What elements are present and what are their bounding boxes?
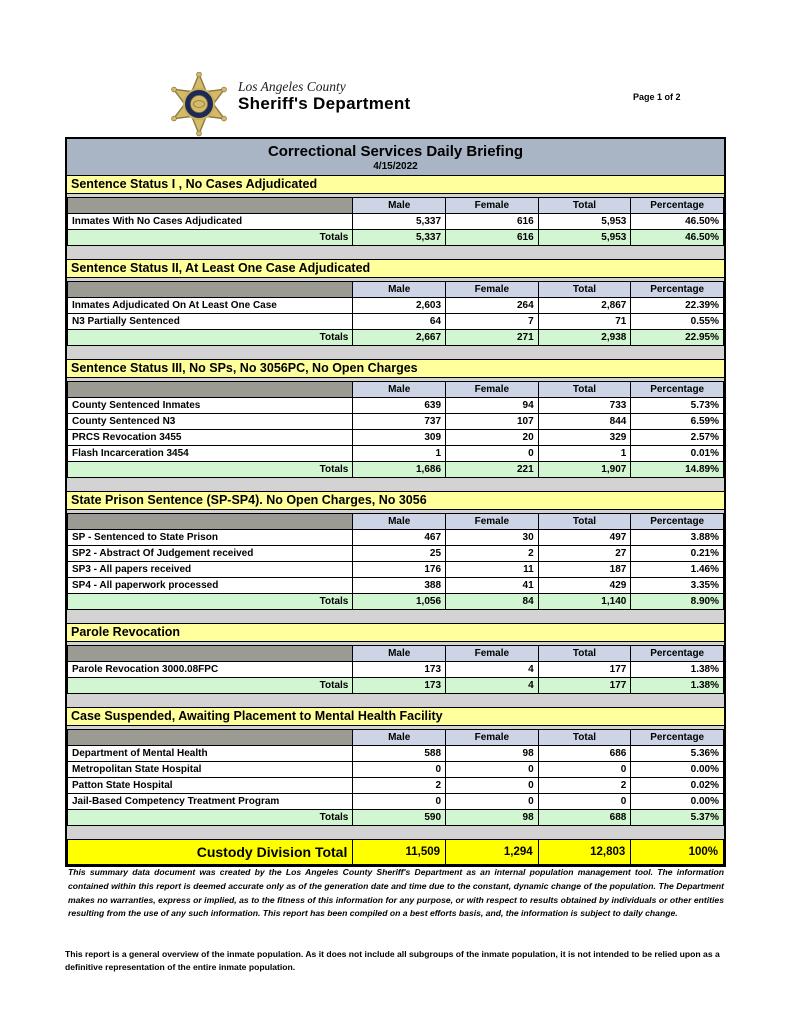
column-header-female: Female — [446, 382, 539, 398]
section-title: Sentence Status III, No SPs, No 3056PC, No Open Charges — [67, 359, 724, 378]
totals-label: Totals — [68, 594, 353, 610]
row-label: SP - Sentenced to State Prison — [68, 530, 353, 546]
row-female-value: 0 — [446, 794, 539, 810]
table-row — [68, 530, 724, 546]
row-label: PRCS Revocation 3455 — [68, 430, 353, 446]
totals-total-value: 1,907 — [538, 462, 631, 478]
section-title: Parole Revocation — [67, 623, 724, 642]
report-section — [67, 623, 724, 707]
table-row — [68, 314, 724, 330]
totals-female-value: 98 — [446, 810, 539, 826]
row-male-value: 467 — [353, 530, 446, 546]
column-header-row — [68, 382, 724, 398]
row-percentage-value: 3.88% — [631, 530, 724, 546]
totals-row — [68, 678, 724, 694]
column-header-total: Total — [538, 282, 631, 298]
row-total-value: 187 — [538, 562, 631, 578]
report-date: 4/15/2022 — [373, 161, 418, 172]
row-label: SP3 - All papers received — [68, 562, 353, 578]
row-label: SP4 - All paperwork processed — [68, 578, 353, 594]
section-gap — [67, 694, 724, 707]
column-header-percentage: Percentage — [631, 514, 724, 530]
report-section — [67, 707, 724, 839]
column-header-percentage: Percentage — [631, 198, 724, 214]
row-percentage-value: 3.35% — [631, 578, 724, 594]
row-total-value: 0 — [538, 794, 631, 810]
section-table — [67, 281, 724, 346]
section-gap — [67, 610, 724, 623]
row-male-value: 5,337 — [353, 214, 446, 230]
row-label: Inmates With No Cases Adjudicated — [68, 214, 353, 230]
row-total-value: 177 — [538, 662, 631, 678]
blank-header-cell — [68, 646, 353, 662]
column-header-male: Male — [353, 382, 446, 398]
document-header — [0, 70, 791, 136]
department-name: Sheriff's Department — [238, 94, 411, 114]
section-table — [67, 645, 724, 694]
column-header-female: Female — [446, 646, 539, 662]
grand-total-total: 12,803 — [538, 840, 631, 865]
column-header-row — [68, 730, 724, 746]
section-gap — [67, 346, 724, 359]
column-header-female: Female — [446, 198, 539, 214]
totals-total-value: 5,953 — [538, 230, 631, 246]
totals-row — [68, 330, 724, 346]
totals-percentage-value: 8.90% — [631, 594, 724, 610]
table-row — [68, 214, 724, 230]
totals-label: Totals — [68, 230, 353, 246]
row-total-value: 1 — [538, 446, 631, 462]
row-percentage-value: 0.55% — [631, 314, 724, 330]
row-total-value: 329 — [538, 430, 631, 446]
row-total-value: 844 — [538, 414, 631, 430]
totals-row — [68, 462, 724, 478]
section-title: Sentence Status II, At Least One Case Adjudicated — [67, 259, 724, 278]
table-row — [68, 430, 724, 446]
row-percentage-value: 6.59% — [631, 414, 724, 430]
column-header-total: Total — [538, 646, 631, 662]
row-percentage-value: 1.46% — [631, 562, 724, 578]
totals-male-value: 2,667 — [353, 330, 446, 346]
row-female-value: 98 — [446, 746, 539, 762]
row-male-value: 2,603 — [353, 298, 446, 314]
totals-female-value: 616 — [446, 230, 539, 246]
county-name: Los Angeles County — [238, 79, 346, 94]
section-gap — [67, 826, 724, 839]
column-header-row — [68, 282, 724, 298]
grand-total-percentage: 100% — [631, 840, 724, 865]
row-total-value: 2 — [538, 778, 631, 794]
row-male-value: 25 — [353, 546, 446, 562]
section-table — [67, 513, 724, 610]
totals-row — [68, 810, 724, 826]
table-row — [68, 778, 724, 794]
table-row — [68, 414, 724, 430]
totals-female-value: 4 — [446, 678, 539, 694]
row-percentage-value: 5.73% — [631, 398, 724, 414]
table-row — [68, 398, 724, 414]
column-header-row — [68, 646, 724, 662]
totals-male-value: 590 — [353, 810, 446, 826]
totals-row — [68, 230, 724, 246]
report-section — [67, 491, 724, 623]
row-female-value: 4 — [446, 662, 539, 678]
totals-total-value: 1,140 — [538, 594, 631, 610]
grand-total-male: 11,509 — [353, 840, 446, 865]
row-male-value: 388 — [353, 578, 446, 594]
row-male-value: 176 — [353, 562, 446, 578]
totals-label: Totals — [68, 678, 353, 694]
blank-header-cell — [68, 514, 353, 530]
column-header-row — [68, 198, 724, 214]
row-total-value: 429 — [538, 578, 631, 594]
column-header-female: Female — [446, 282, 539, 298]
totals-percentage-value: 5.37% — [631, 810, 724, 826]
row-percentage-value: 2.57% — [631, 430, 724, 446]
row-percentage-value: 0.00% — [631, 762, 724, 778]
totals-male-value: 1,686 — [353, 462, 446, 478]
row-label: N3 Partially Sentenced — [68, 314, 353, 330]
row-total-value: 27 — [538, 546, 631, 562]
row-label: Flash Incarceration 3454 — [68, 446, 353, 462]
row-male-value: 588 — [353, 746, 446, 762]
column-header-male: Male — [353, 198, 446, 214]
sheriff-badge-icon — [168, 72, 230, 143]
row-male-value: 309 — [353, 430, 446, 446]
totals-total-value: 177 — [538, 678, 631, 694]
column-header-total: Total — [538, 198, 631, 214]
section-gap — [67, 478, 724, 491]
row-total-value: 2,867 — [538, 298, 631, 314]
row-female-value: 107 — [446, 414, 539, 430]
row-label: Inmates Adjudicated On At Least One Case — [68, 298, 353, 314]
section-table — [67, 381, 724, 478]
totals-label: Totals — [68, 330, 353, 346]
grand-total-label: Custody Division Total — [68, 840, 353, 865]
row-total-value: 733 — [538, 398, 631, 414]
disclaimer-footnote: This summary data document was created by the Los Angeles County Sheriff's Department as an internal population management tool. The information contained within this report is deemed accurate only as of the generation date and time due to the constant, dynamic change of the population. The Department makes no warranties, express or implied, as to the fitness of this information for any purpose, or with respect to results obtained by individuals or other entities resulting from the use of any such information. This report has been compiled on a best efforts basis, and, the information is subject to daily change. — [68, 867, 724, 919]
row-label: Parole Revocation 3000.08FPC — [68, 662, 353, 678]
row-male-value: 0 — [353, 762, 446, 778]
agency-brand — [238, 80, 411, 113]
table-row — [68, 546, 724, 562]
totals-female-value: 221 — [446, 462, 539, 478]
row-percentage-value: 5.36% — [631, 746, 724, 762]
row-female-value: 616 — [446, 214, 539, 230]
row-male-value: 639 — [353, 398, 446, 414]
row-percentage-value: 0.00% — [631, 794, 724, 810]
sections-container — [67, 175, 724, 839]
section-gap — [67, 246, 724, 259]
row-percentage-value: 46.50% — [631, 214, 724, 230]
table-row — [68, 446, 724, 462]
table-row — [68, 762, 724, 778]
section-table — [67, 729, 724, 826]
column-header-percentage: Percentage — [631, 382, 724, 398]
table-row — [68, 578, 724, 594]
section-title: Sentence Status I , No Cases Adjudicated — [67, 175, 724, 194]
row-label: County Sentenced Inmates — [68, 398, 353, 414]
blank-header-cell — [68, 382, 353, 398]
row-female-value: 20 — [446, 430, 539, 446]
report-section — [67, 259, 724, 359]
column-header-male: Male — [353, 514, 446, 530]
row-percentage-value: 0.01% — [631, 446, 724, 462]
report-title-bar — [67, 139, 724, 175]
row-female-value: 0 — [446, 762, 539, 778]
table-row — [68, 562, 724, 578]
column-header-male: Male — [353, 646, 446, 662]
column-header-percentage: Percentage — [631, 282, 724, 298]
row-male-value: 2 — [353, 778, 446, 794]
totals-male-value: 173 — [353, 678, 446, 694]
row-label: SP2 - Abstract Of Judgement received — [68, 546, 353, 562]
totals-row — [68, 594, 724, 610]
totals-percentage-value: 46.50% — [631, 230, 724, 246]
page-number: Page 1 of 2 — [633, 92, 681, 102]
row-male-value: 64 — [353, 314, 446, 330]
row-male-value: 737 — [353, 414, 446, 430]
column-header-female: Female — [446, 514, 539, 530]
table-row — [68, 662, 724, 678]
column-header-male: Male — [353, 730, 446, 746]
row-percentage-value: 22.39% — [631, 298, 724, 314]
row-total-value: 497 — [538, 530, 631, 546]
column-header-row — [68, 514, 724, 530]
table-row — [68, 794, 724, 810]
section-table — [67, 197, 724, 246]
totals-label: Totals — [68, 462, 353, 478]
row-female-value: 0 — [446, 446, 539, 462]
row-female-value: 11 — [446, 562, 539, 578]
row-male-value: 173 — [353, 662, 446, 678]
totals-percentage-value: 1.38% — [631, 678, 724, 694]
column-header-female: Female — [446, 730, 539, 746]
totals-female-value: 271 — [446, 330, 539, 346]
table-row — [68, 746, 724, 762]
totals-total-value: 688 — [538, 810, 631, 826]
row-percentage-value: 0.21% — [631, 546, 724, 562]
row-male-value: 0 — [353, 794, 446, 810]
row-female-value: 41 — [446, 578, 539, 594]
totals-percentage-value: 22.95% — [631, 330, 724, 346]
row-female-value: 7 — [446, 314, 539, 330]
custody-division-total-row — [67, 839, 724, 865]
row-label: Department of Mental Health — [68, 746, 353, 762]
column-header-total: Total — [538, 730, 631, 746]
row-label: Jail-Based Competency Treatment Program — [68, 794, 353, 810]
section-title: State Prison Sentence (SP-SP4). No Open Charges, No 3056 — [67, 491, 724, 510]
totals-total-value: 2,938 — [538, 330, 631, 346]
column-header-percentage: Percentage — [631, 730, 724, 746]
column-header-male: Male — [353, 282, 446, 298]
overview-footnote: This report is a general overview of the inmate population. As it does not include all subgroups of the inmate population, it is not intended to be relied upon as a definitive representation of the entire inmate population. — [65, 949, 720, 973]
totals-percentage-value: 14.89% — [631, 462, 724, 478]
totals-male-value: 5,337 — [353, 230, 446, 246]
row-female-value: 30 — [446, 530, 539, 546]
report-title: Correctional Services Daily Briefing — [267, 143, 524, 160]
section-title: Case Suspended, Awaiting Placement to Mental Health Facility — [67, 707, 724, 726]
row-total-value: 5,953 — [538, 214, 631, 230]
column-header-total: Total — [538, 514, 631, 530]
report-section — [67, 359, 724, 491]
row-label: Metropolitan State Hospital — [68, 762, 353, 778]
row-total-value: 0 — [538, 762, 631, 778]
blank-header-cell — [68, 282, 353, 298]
row-female-value: 264 — [446, 298, 539, 314]
report-box — [65, 137, 726, 867]
grand-total-female: 1,294 — [446, 840, 539, 865]
row-total-value: 686 — [538, 746, 631, 762]
row-percentage-value: 0.02% — [631, 778, 724, 794]
column-header-percentage: Percentage — [631, 646, 724, 662]
row-label: Patton State Hospital — [68, 778, 353, 794]
blank-header-cell — [68, 730, 353, 746]
row-label: County Sentenced N3 — [68, 414, 353, 430]
table-row — [68, 298, 724, 314]
totals-male-value: 1,056 — [353, 594, 446, 610]
row-female-value: 0 — [446, 778, 539, 794]
row-female-value: 94 — [446, 398, 539, 414]
row-female-value: 2 — [446, 546, 539, 562]
column-header-total: Total — [538, 382, 631, 398]
row-male-value: 1 — [353, 446, 446, 462]
row-percentage-value: 1.38% — [631, 662, 724, 678]
totals-label: Totals — [68, 810, 353, 826]
blank-header-cell — [68, 198, 353, 214]
totals-female-value: 84 — [446, 594, 539, 610]
row-total-value: 71 — [538, 314, 631, 330]
report-section — [67, 175, 724, 259]
